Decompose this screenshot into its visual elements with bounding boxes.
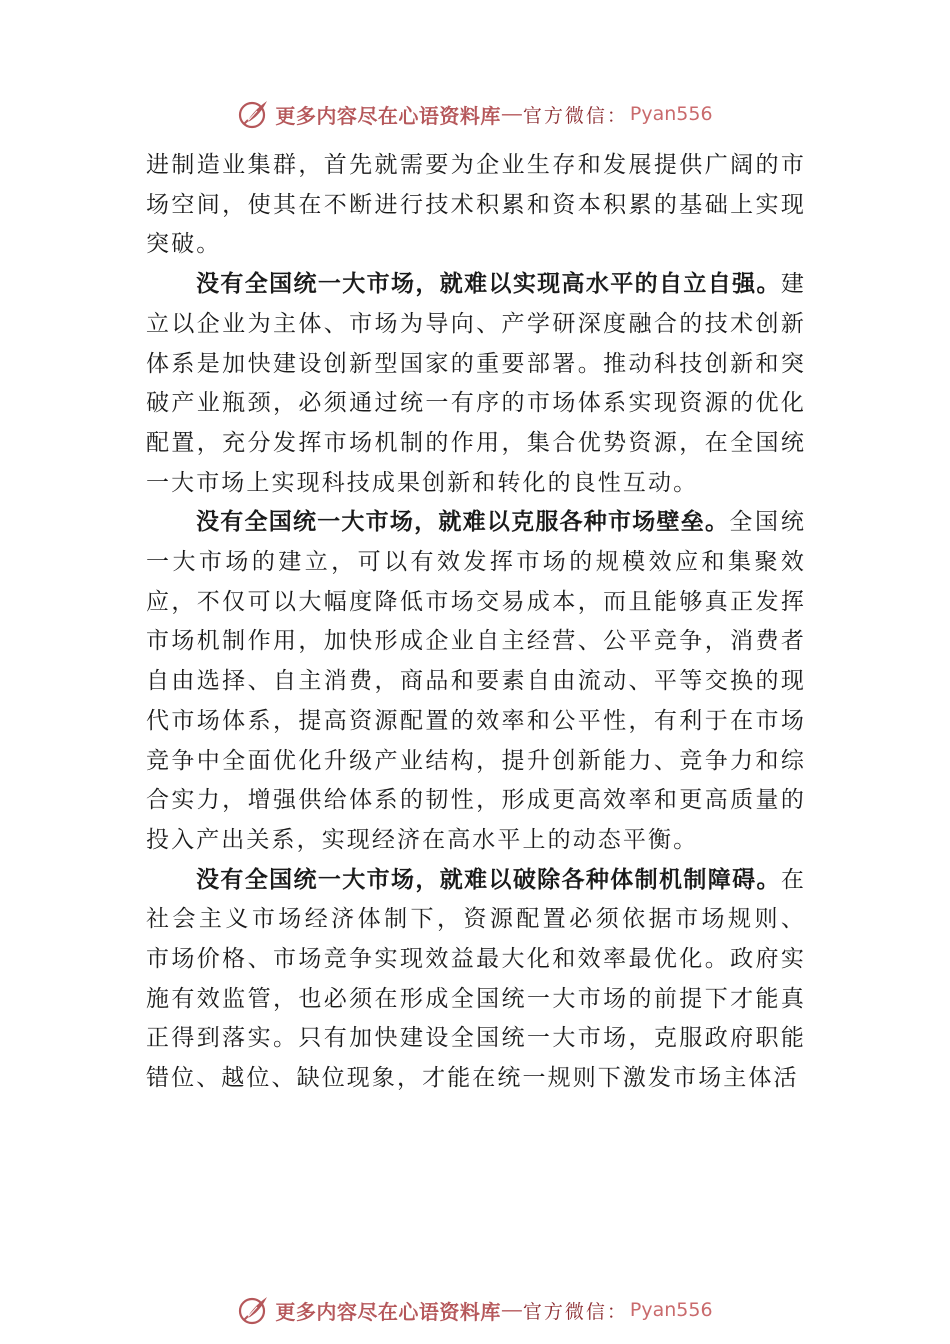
watermark-id: Pyan556 [629, 103, 713, 125]
paragraph-market-barriers [146, 503, 806, 860]
paragraph-text: 在社会主义市场经济体制下，资源配置必须依据市场规则、 市场价格、市场竞争实现效益最大化和效率最优化。政府实施有效监管，也必须在形成全国统一大市场的前提下才能真正得到落实。只有加快建设全国统一大市场，克服政府职能错位、越位、缺位现象，才能在统一规则下激发市场主体活 [146, 866, 806, 1092]
paragraph-institutional-obstacles [146, 861, 806, 1099]
paragraph-heading: 没有全国统一大市场，就难以实现高水平的自立自强。 [196, 271, 781, 298]
watermark-dash: — [501, 1298, 522, 1321]
watermark-dash: — [501, 102, 522, 125]
paragraph-text: 全国统一大市场的建立，可以有效发挥市场的规模效应和集聚效应，不仅可以大幅度降低市场交易成本，而且能够真正发挥市场机制作用，加快形成企业自主经营、公平竞争，消费者自由选择、自主消费，商品和要素自由流动、平等交换的现代市场体系，提高资源配置的效率和公平性，有利于在市场竞争中全面优化升级产业结构，提升创新能力、竞争力和综合实力，增强供给体系的韧性，形成更高效率和更高质量的投入产出关系，实现经济在高水平上的动态平衡。 [146, 509, 806, 853]
footer-watermark [0, 1290, 950, 1330]
watermark-brand: 更多内容尽在心语资料库 [275, 103, 501, 128]
document-body [146, 146, 806, 1099]
paragraph-heading: 没有全国统一大市场，就难以破除各种体制机制障碍。 [196, 866, 781, 893]
paragraph-continuation: 进制造业集群，首先就需要为企业生存和发展提供广阔的市场空间，使其在不断进行技术积累和资本积累的基础上实现突破。 [146, 152, 806, 258]
watermark-id: Pyan556 [629, 1299, 713, 1321]
paragraph-heading: 没有全国统一大市场，就难以克服各种市场壁垒。 [196, 509, 730, 536]
watermark-official: 官方微信： [522, 1300, 628, 1323]
paragraph-self-reliance [146, 265, 806, 503]
quill-circle-icon [237, 97, 271, 131]
quill-circle-icon [237, 1293, 271, 1327]
watermark-brand: 更多内容尽在心语资料库 [275, 1299, 501, 1324]
paragraph-text: 建立以企业为主体、市场为导向、产学研深度融合的技术创新体系是加快建设创新型国家的重要部署。推动科技创新和突破产业瓶颈，必须通过统一有序的市场体系实现资源的优化配置，充分发挥市场机制的作用，集合优势资源，在全国统一大市场上实现科技成果创新和转化的良性互动。 [146, 271, 806, 496]
header-watermark [0, 94, 950, 134]
watermark-official: 官方微信： [522, 104, 628, 127]
